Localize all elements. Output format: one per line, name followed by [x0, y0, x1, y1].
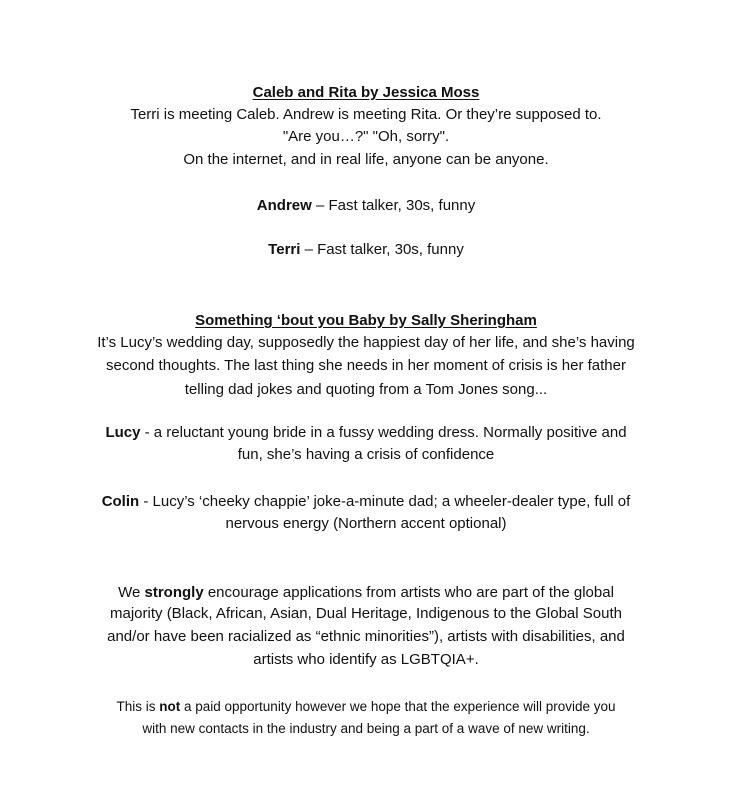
- diversity-strong: strongly: [144, 584, 204, 601]
- play1-synopsis-line-3: On the internet, and in real life, anyone can be anyone.: [183, 151, 549, 168]
- payment-line-1: [0, 697, 732, 717]
- role-lucy-desc-line-1: - a reluctant young bride in a fussy wedding dress. Normally positive and: [140, 424, 627, 441]
- role-lucy: [0, 423, 732, 443]
- payment-pre: This is: [116, 699, 160, 714]
- role-andrew-desc: – Fast talker, 30s, funny: [311, 197, 476, 214]
- play1-synopsis-line-2: "Are you…?" "Oh, sorry".: [282, 128, 450, 145]
- payment-line-2: with new contacts in the industry and being a part of a wave of new writing.: [142, 721, 590, 736]
- play2-synopsis-line-3: telling dad jokes and quoting from a Tom Jones song...: [184, 381, 548, 398]
- payment-post: a paid opportunity however we hope that the experience will provide you: [180, 699, 616, 714]
- play2-title: Something ‘bout you Baby by Sally Sheringham: [195, 312, 537, 329]
- role-terri-name: Terri: [268, 241, 301, 258]
- play1-synopsis-line-1: Terri is meeting Caleb. Andrew is meeting Rita. Or they’re supposed to.: [130, 106, 602, 123]
- role-lucy-desc-line-2: fun, she’s having a crisis of confidence: [237, 446, 495, 463]
- role-colin-desc-line-2: nervous energy (Northern accent optional): [225, 515, 507, 532]
- diversity-pre: We: [118, 584, 145, 601]
- diversity-line-4: artists who identify as LGBTQIA+.: [253, 651, 479, 668]
- role-colin-name: Colin: [101, 493, 140, 510]
- role-terri-desc: – Fast talker, 30s, funny: [300, 241, 464, 258]
- diversity-post: encourage applications from artists who are part of the global: [203, 584, 614, 601]
- role-lucy-name: Lucy: [105, 424, 141, 441]
- play2-synopsis-line-2: second thoughts. The last thing she needs in her moment of crisis is her father: [105, 357, 626, 374]
- diversity-line-1: [0, 583, 732, 603]
- payment-strong: not: [159, 699, 181, 714]
- play2-synopsis-line-1: It’s Lucy’s wedding day, supposedly the happiest day of her life, and she’s having: [97, 334, 635, 351]
- role-andrew: [0, 196, 732, 216]
- role-andrew-name: Andrew: [256, 197, 312, 214]
- diversity-line-3: and/or have been racialized as “ethnic minorities”), artists with disabilities, and: [107, 628, 625, 645]
- role-colin-desc-line-1: - Lucy’s ‘cheeky chappie’ joke-a-minute dad; a wheeler-dealer type, full of: [139, 493, 631, 510]
- role-terri: [0, 240, 732, 260]
- role-colin: [0, 492, 732, 512]
- play1-title: Caleb and Rita by Jessica Moss: [252, 84, 480, 101]
- diversity-line-2: majority (Black, African, Asian, Dual Heritage, Indigenous to the Global South: [110, 605, 622, 622]
